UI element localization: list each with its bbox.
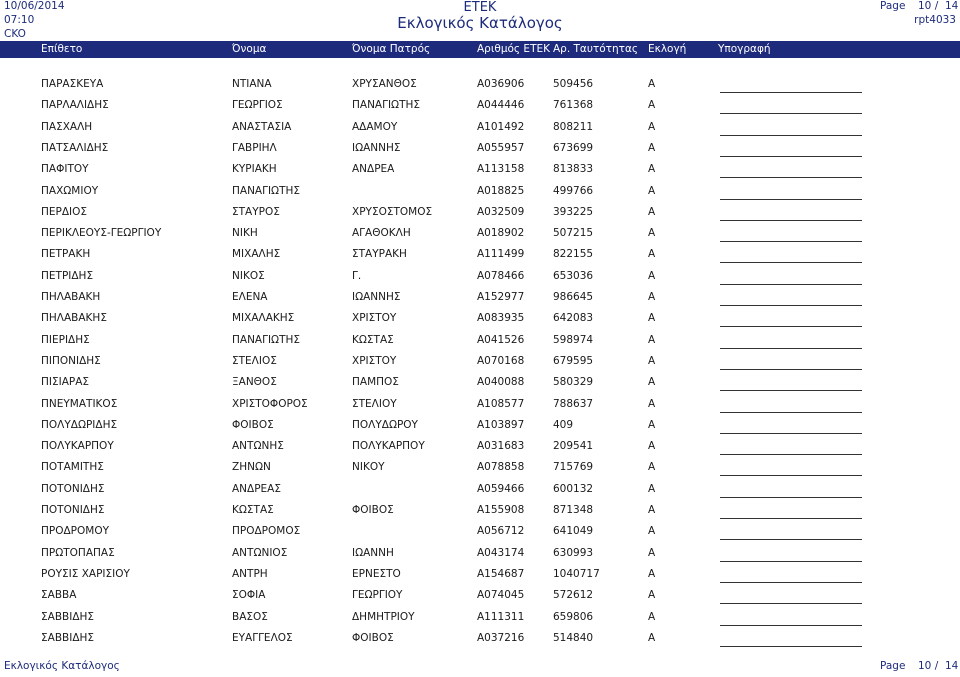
cell-surname: ΠΡΩΤΟΠΑΠΑΣ xyxy=(41,546,115,559)
cell-id-number: 630993 xyxy=(553,546,594,559)
page-number: 10 / xyxy=(918,0,939,12)
report-date: 10/06/2014 xyxy=(4,0,65,12)
col-father-name: Όνομα Πατρός xyxy=(352,43,431,55)
footer-page-label: Page xyxy=(880,660,906,672)
table-row xyxy=(0,461,960,482)
cell-surname: ΠΑΡΛΑΛΙΔΗΣ xyxy=(41,99,109,112)
cell-surname: ΠΝΕΥΜΑΤΙΚΟΣ xyxy=(41,397,118,410)
cell-election: A xyxy=(648,567,656,580)
cell-id-number: 209541 xyxy=(553,440,594,453)
cell-first-name: ΦΟΙΒΟΣ xyxy=(232,418,274,431)
cell-surname: ΠΗΛΑΒΑΚΗΣ xyxy=(41,312,107,325)
signature-line xyxy=(720,113,862,114)
cell-election: A xyxy=(648,418,656,431)
cell-id-number: 507215 xyxy=(553,227,594,240)
table-row xyxy=(0,270,960,291)
signature-line xyxy=(720,390,862,391)
cell-first-name: ΒΑΣΟΣ xyxy=(232,610,268,623)
cell-etek-number: A056712 xyxy=(477,525,525,538)
cell-etek-number: A152977 xyxy=(477,291,525,303)
cell-surname: ΠΕΤΡΑΚΗ xyxy=(41,248,91,261)
cell-father-name: ΙΩΑΝΝΗΣ xyxy=(352,141,401,154)
cell-surname: ΠΕΡΙΚΛΕΟΥΣ-ΓΕΩΡΓΙΟΥ xyxy=(41,227,162,240)
cell-election: A xyxy=(648,312,656,325)
col-etek-number: Αριθμός ΕΤΕΚ xyxy=(477,43,550,55)
cell-father-name: ΣΤΕΛΙΟΥ xyxy=(352,397,397,410)
cell-surname: ΠΙΠΟΝΙΔΗΣ xyxy=(41,354,101,367)
cell-father-name: ΣΤΑΥΡΑΚΗ xyxy=(352,248,407,261)
cell-election: A xyxy=(648,546,656,559)
cell-etek-number: A055957 xyxy=(477,141,525,154)
cell-id-number: 499766 xyxy=(553,184,594,197)
cell-id-number: 808211 xyxy=(553,120,594,133)
signature-line xyxy=(720,603,862,604)
signature-line xyxy=(720,199,862,200)
signature-line xyxy=(720,475,862,476)
cell-election: A xyxy=(648,78,656,90)
report-org: CKO xyxy=(4,28,26,40)
col-election: Εκλογή xyxy=(648,43,687,55)
table-row xyxy=(0,142,960,163)
cell-surname: ΣΑΒΒΙΔΗΣ xyxy=(41,631,95,644)
cell-etek-number: A083935 xyxy=(477,312,525,325)
cell-id-number: 788637 xyxy=(553,397,594,410)
signature-line xyxy=(720,348,862,349)
cell-etek-number: A154687 xyxy=(477,567,525,580)
cell-id-number: 822155 xyxy=(553,248,594,261)
cell-surname: ΣΑΒΒΙΔΗΣ xyxy=(41,610,95,623)
table-row xyxy=(0,78,960,99)
signature-line xyxy=(720,518,862,519)
cell-surname: ΠΕΤΡΙΔΗΣ xyxy=(41,269,94,282)
cell-election: A xyxy=(648,248,656,261)
cell-id-number: 600132 xyxy=(553,482,594,495)
table-row xyxy=(0,632,960,653)
cell-id-number: 679595 xyxy=(553,354,594,367)
cell-father-name: ΧΡΙΣΤΟΥ xyxy=(352,312,397,325)
cell-election: A xyxy=(648,504,656,516)
cell-surname: ΡΟΥΣΙΣ ΧΑΡΙΣΙΟΥ xyxy=(41,567,130,580)
signature-line xyxy=(720,220,862,221)
cell-first-name: ΣΟΦΙΑ xyxy=(232,589,266,602)
cell-first-name: ΝΙΚΟΣ xyxy=(232,269,265,282)
cell-father-name: ΦΟΙΒΟΣ xyxy=(352,504,394,516)
col-surname: Επίθετο xyxy=(41,43,83,55)
cell-first-name: ΧΡΙΣΤΟΦΟΡΟΣ xyxy=(232,397,308,410)
cell-surname: ΠΑΡΑΣΚΕΥΑ xyxy=(41,78,104,90)
cell-id-number: 393225 xyxy=(553,205,594,218)
table-row xyxy=(0,504,960,525)
table-row xyxy=(0,334,960,355)
cell-first-name: ΑΝΤΩΝΗΣ xyxy=(232,440,284,453)
cell-father-name: ΑΔΑΜΟΥ xyxy=(352,120,398,133)
cell-etek-number: A031683 xyxy=(477,440,525,453)
cell-etek-number: A101492 xyxy=(477,120,525,133)
cell-etek-number: A018825 xyxy=(477,184,525,197)
cell-first-name: ΣΤΑΥΡΟΣ xyxy=(232,205,280,218)
cell-father-name: ΠΑΝΑΓΙΩΤΗΣ xyxy=(352,99,421,112)
table-row xyxy=(0,291,960,312)
cell-etek-number: A043174 xyxy=(477,546,525,559)
report-footer xyxy=(0,658,960,677)
signature-line xyxy=(720,625,862,626)
table-row xyxy=(0,206,960,227)
cell-etek-number: A111499 xyxy=(477,248,525,261)
cell-election: A xyxy=(648,227,656,240)
signature-line xyxy=(720,497,862,498)
signature-line xyxy=(720,156,862,157)
cell-surname: ΠΑΧΩΜΙΟΥ xyxy=(41,184,99,197)
footer-page-number: 10 / xyxy=(918,660,939,672)
cell-id-number: 641049 xyxy=(553,525,594,538)
table-row xyxy=(0,398,960,419)
cell-election: A xyxy=(648,482,656,495)
cell-etek-number: A108577 xyxy=(477,397,525,410)
cell-surname: ΠΑΣΧΑΛΗ xyxy=(41,120,93,133)
cell-father-name: ΝΙΚΟΥ xyxy=(352,461,385,474)
cell-election: A xyxy=(648,291,656,303)
cell-etek-number: A040088 xyxy=(477,376,525,389)
cell-first-name: ΓΑΒΡΙΗΛ xyxy=(232,141,277,154)
footer-page-total: 14 xyxy=(945,660,959,672)
cell-father-name: ΑΝΔΡΕΑ xyxy=(352,163,395,176)
report-time: 07:10 xyxy=(4,14,35,26)
report-title: ΕΤΕΚ xyxy=(463,0,497,15)
cell-id-number: 509456 xyxy=(553,78,594,90)
cell-election: A xyxy=(648,631,656,644)
table-row xyxy=(0,99,960,120)
cell-first-name: ΕΛΕΝΑ xyxy=(232,291,268,303)
cell-id-number: 673699 xyxy=(553,141,594,154)
cell-first-name: ΑΝΤΩΝΙΟΣ xyxy=(232,546,288,559)
signature-line xyxy=(720,412,862,413)
cell-id-number: 659806 xyxy=(553,610,594,623)
cell-surname: ΠΟΛΥΔΩΡΙΔΗΣ xyxy=(41,418,118,431)
signature-line xyxy=(720,135,862,136)
table-row xyxy=(0,185,960,206)
cell-first-name: ΞΑΝΘΟΣ xyxy=(232,376,277,389)
table-row xyxy=(0,547,960,568)
cell-surname: ΠΙΣΙΑΡΑΣ xyxy=(41,376,90,389)
cell-father-name: ΓΕΩΡΓΙΟΥ xyxy=(352,589,403,602)
page-label: Page xyxy=(880,0,906,12)
table-row xyxy=(0,248,960,269)
col-first-name: Όνομα xyxy=(232,43,267,55)
signature-line xyxy=(720,241,862,242)
cell-election: A xyxy=(648,99,656,112)
cell-surname: ΠΗΛΑΒΑΚΗ xyxy=(41,291,101,303)
table-row xyxy=(0,355,960,376)
cell-etek-number: A103897 xyxy=(477,418,525,431)
cell-election: A xyxy=(648,333,656,346)
signature-line xyxy=(720,539,862,540)
cell-surname: ΠΟΤΑΜΙΤΗΣ xyxy=(41,461,104,474)
cell-id-number: 813833 xyxy=(553,163,594,176)
cell-surname: ΠΟΤΟΝΙΔΗΣ xyxy=(41,504,105,516)
cell-election: A xyxy=(648,141,656,154)
cell-etek-number: A155908 xyxy=(477,504,525,516)
cell-id-number: 598974 xyxy=(553,333,594,346)
signature-line xyxy=(720,646,862,647)
cell-father-name: ΠΟΛΥΚΑΡΠΟΥ xyxy=(352,440,425,453)
cell-father-name: ΙΩΑΝΝΗ xyxy=(352,546,394,559)
table-row xyxy=(0,568,960,589)
table-row xyxy=(0,227,960,248)
cell-election: A xyxy=(648,184,656,197)
cell-id-number: 715769 xyxy=(553,461,594,474)
table-row xyxy=(0,525,960,546)
column-header-bar xyxy=(0,41,960,58)
cell-first-name: ΜΙΧΑΛΗΣ xyxy=(232,248,281,261)
cell-first-name: ΚΩΣΤΑΣ xyxy=(232,504,274,516)
cell-first-name: ΝΙΚΗ xyxy=(232,227,258,240)
cell-id-number: 1040717 xyxy=(553,567,600,580)
cell-father-name: ΧΡΥΣΟΣΤΟΜΟΣ xyxy=(352,205,433,218)
cell-first-name: ΝΤΙΑΝΑ xyxy=(232,78,272,90)
cell-id-number: 409 xyxy=(553,418,574,431)
cell-father-name: ΚΩΣΤΑΣ xyxy=(352,333,394,346)
cell-id-number: 986645 xyxy=(553,291,594,303)
col-id-number: Αρ. Ταυτότητας xyxy=(553,43,639,55)
cell-id-number: 514840 xyxy=(553,631,594,644)
cell-surname: ΠΕΡΔΙΟΣ xyxy=(41,205,88,218)
cell-first-name: ΕΥΑΓΓΕΛΟΣ xyxy=(232,631,293,644)
cell-father-name: ΕΡΝΕΣΤΟ xyxy=(352,567,401,580)
cell-etek-number: A032509 xyxy=(477,205,525,218)
cell-surname: ΠΟΛΥΚΑΡΠΟΥ xyxy=(41,440,114,453)
table-row xyxy=(0,611,960,632)
signature-line xyxy=(720,177,862,178)
cell-surname: ΠΑΤΣΑΛΙΔΗΣ xyxy=(41,141,109,154)
cell-election: A xyxy=(648,354,656,367)
footer-title: Εκλογικός Κατάλογος xyxy=(4,660,120,672)
cell-first-name: ΑΝΔΡΕΑΣ xyxy=(232,482,282,495)
signature-line xyxy=(720,433,862,434)
table-row xyxy=(0,312,960,333)
cell-surname: ΠΡΟΔΡΟΜΟΥ xyxy=(41,525,110,538)
col-signature: Υπογραφή xyxy=(718,43,771,55)
cell-surname: ΠΟΤΟΝΙΔΗΣ xyxy=(41,482,105,495)
cell-first-name: ΑΝΑΣΤΑΣΙΑ xyxy=(232,120,292,133)
table-row xyxy=(0,376,960,397)
cell-election: A xyxy=(648,440,656,453)
cell-id-number: 572612 xyxy=(553,589,594,602)
signature-line xyxy=(720,305,862,306)
table-row xyxy=(0,163,960,184)
cell-id-number: 580329 xyxy=(553,376,594,389)
cell-first-name: ΠΡΟΔΡΟΜΟΣ xyxy=(232,525,301,538)
report-subtitle: Εκλογικός Κατάλογος xyxy=(397,14,563,32)
cell-father-name: ΠΟΛΥΔΩΡΟΥ xyxy=(352,418,418,431)
cell-surname: ΠΙΕΡΙΔΗΣ xyxy=(41,333,90,346)
cell-etek-number: A113158 xyxy=(477,163,525,176)
cell-id-number: 871348 xyxy=(553,504,594,516)
cell-id-number: 653036 xyxy=(553,269,594,282)
cell-first-name: ΠΑΝΑΓΙΩΤΗΣ xyxy=(232,184,301,197)
cell-first-name: ΜΙΧΑΛΑΚΗΣ xyxy=(232,312,295,325)
signature-line xyxy=(720,582,862,583)
cell-election: A xyxy=(648,525,656,538)
cell-father-name: ΠΑΜΠΟΣ xyxy=(352,376,399,389)
cell-election: A xyxy=(648,163,656,176)
cell-father-name: ΔΗΜΗΤΡΙΟΥ xyxy=(352,610,415,623)
signature-line xyxy=(720,454,862,455)
report-header xyxy=(0,0,960,41)
cell-first-name: ΚΥΡΙΑΚΗ xyxy=(232,163,277,176)
table-row xyxy=(0,419,960,440)
cell-etek-number: A018902 xyxy=(477,227,525,240)
cell-father-name: ΧΡΙΣΤΟΥ xyxy=(352,354,397,367)
report-code: rpt4033 xyxy=(914,14,956,26)
cell-election: A xyxy=(648,461,656,474)
signature-line xyxy=(720,262,862,263)
cell-election: A xyxy=(648,376,656,389)
cell-etek-number: A111311 xyxy=(477,610,525,623)
cell-etek-number: A044446 xyxy=(477,99,525,112)
cell-etek-number: A078466 xyxy=(477,269,525,282)
signature-line xyxy=(720,561,862,562)
cell-first-name: ΓΕΩΡΓΙΟΣ xyxy=(232,99,283,112)
cell-father-name: ΦΟΙΒΟΣ xyxy=(352,631,394,644)
cell-etek-number: A041526 xyxy=(477,333,525,346)
signature-line xyxy=(720,92,862,93)
cell-surname: ΠΑΦΙΤΟΥ xyxy=(41,163,89,176)
cell-surname: ΣΑΒΒΑ xyxy=(41,589,77,602)
cell-election: A xyxy=(648,269,656,282)
table-row xyxy=(0,589,960,610)
table-row xyxy=(0,121,960,142)
cell-first-name: ΖΗΝΩΝ xyxy=(232,461,271,474)
cell-etek-number: A037216 xyxy=(477,631,525,644)
cell-father-name: Γ. xyxy=(352,269,362,282)
cell-election: A xyxy=(648,589,656,602)
table-row xyxy=(0,440,960,461)
table-row xyxy=(0,483,960,504)
signature-line xyxy=(720,326,862,327)
cell-first-name: ΣΤΕΛΙΟΣ xyxy=(232,354,277,367)
cell-etek-number: A059466 xyxy=(477,482,525,495)
cell-father-name: ΑΓΑΘΟΚΛΗ xyxy=(352,227,411,240)
cell-etek-number: A078858 xyxy=(477,461,525,474)
cell-id-number: 761368 xyxy=(553,99,594,112)
cell-etek-number: A070168 xyxy=(477,354,525,367)
cell-election: A xyxy=(648,610,656,623)
cell-election: A xyxy=(648,205,656,218)
cell-first-name: ΠΑΝΑΓΙΩΤΗΣ xyxy=(232,333,301,346)
cell-father-name: ΙΩΑΝΝΗΣ xyxy=(352,291,401,303)
cell-father-name: ΧΡΥΣΑΝΘΟΣ xyxy=(352,78,417,90)
cell-first-name: ΑΝΤΡΗ xyxy=(232,567,268,580)
cell-election: A xyxy=(648,120,656,133)
signature-line xyxy=(720,284,862,285)
cell-id-number: 642083 xyxy=(553,312,594,325)
page-total: 14 xyxy=(945,0,959,12)
cell-etek-number: A074045 xyxy=(477,589,525,602)
cell-etek-number: A036906 xyxy=(477,78,525,90)
cell-election: A xyxy=(648,397,656,410)
signature-line xyxy=(720,369,862,370)
